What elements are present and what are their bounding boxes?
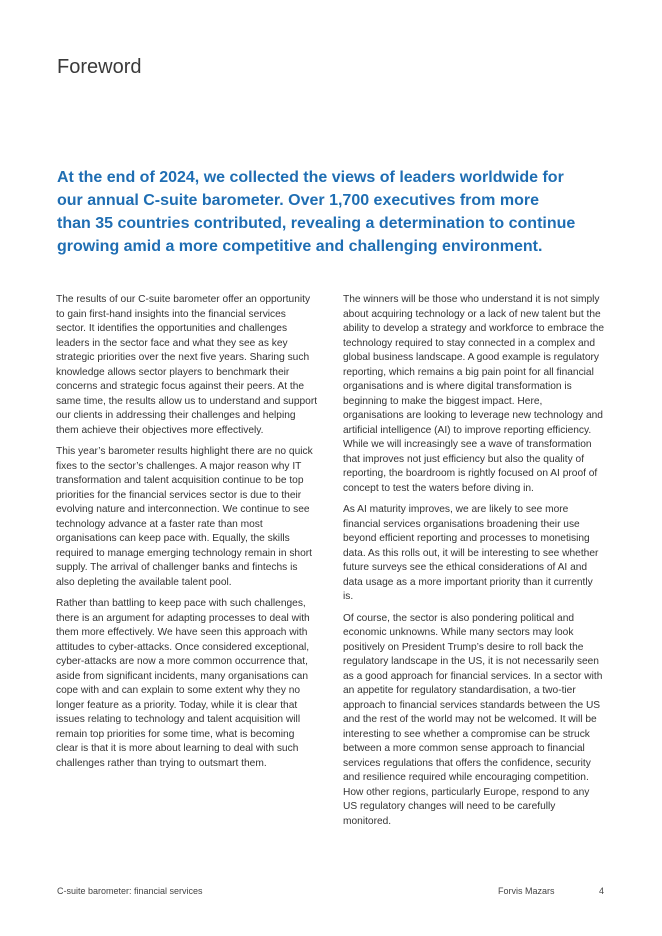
body-paragraph: The winners will be those who understand it is not simply about acquiring technology or a lack of new talent but the ability to develop a strategy and workforce to embrace the technology required to stay connected in a complex and global business landscape. A good example is regulatory reporting, which remains a big pain point for all financial organisations and is where digital transformation is beginning to make the biggest impact. Here, organisations are looking to leverage new technology and artificial intelligence (AI) to improve reporting efficiency. While we will increasingly see a wave of transformation that improves not just efficiency but also the quality of reporting, the boardroom is rightly focused on AI proof of concept to test the waters before diving in. [343,294,605,494]
body-paragraph: Of course, the sector is also pondering political and economic unknowns. While many sectors may look positively on President Trump’s desire to roll back the regulatory landscape in the US, it is not necessarily seen as a good approach for financial services. In a sector with an appetite for regulatory standardisation, a two-tier approach to financial services standards between the US and the rest of the world may not be welcomed. It will be interesting to see whether a compromise can be struck between a more common sense approach to financial services regulations that offers the confidence, security and resilience required while encouraging competition. How other regions, particularly Europe, respond to any US regulatory changes will need to be carefully monitored. [343,612,603,827]
body-paragraph: As AI maturity improves, we are likely to see more financial services organisations broadening their use beyond efficient reporting and processes to monetising data. As this rolls out, it will be interesting to see whether future surveys see the ethical considerations of AI and data usage as a more important priority than it currently is. [343,504,599,602]
footer-page-number: 4 [599,886,605,896]
body-column-left [56,293,318,778]
body-paragraph: The results of our C-suite barometer offer an opportunity to gain first-hand insights into the financial services sector. It identifies the opportunities and challenges leaders in the sector face and what they see as key strategic priorities over the next five years. Sharing such knowledge allows sector players to benchmark their concerns and strategic focus against their peers. At the same time, the results allow us to understand and support our clients in addressing their challenges and helping them achieve their objectives more effectively. [56,294,318,436]
page-title: Foreword [57,56,142,78]
footer-document-title: C-suite barometer: financial services [57,886,203,896]
footer-brand: Forvis Mazars [498,886,555,896]
body-column-right [343,293,605,836]
body-paragraph: Rather than battling to keep pace with such challenges, there is an argument for adapting processes to deal with them more effectively. We have seen this approach with attitudes to cyber-attacks. Once considered exceptional, cyber-attacks are now a more common occurrence that, aside from significant incidents, many organisations can cope with and can explain to some extent why they no longer feature as a priority. Today, while it is clear that issues relating to technology and talent acquisition will remain top priorities for some time, what is becoming clear is that it is more about learning to deal with such challenges rather than trying to outsmart them. [56,598,310,769]
lead-paragraph: At the end of 2024, we collected the views of leaders worldwide for our annual C-suite barometer. Over 1,700 executives from more than 35 countries contributed, revealing a determination to continue growing amid a more competitive and challenging environment. [57,169,576,255]
body-paragraph: This year’s barometer results highlight there are no quick fixes to the sector’s challenges. A major reason why IT transformation and talent acquisition continue to be top priorities for the financial services sector is due to their evolving nature and interconnection. We continue to see technology advance at a faster rate than most organisations can keep pace with. Equally, the skills required to manage emerging technology remain in short supply. The arrival of challenger banks and fintechs is also depleting the available talent pool. [56,446,313,588]
